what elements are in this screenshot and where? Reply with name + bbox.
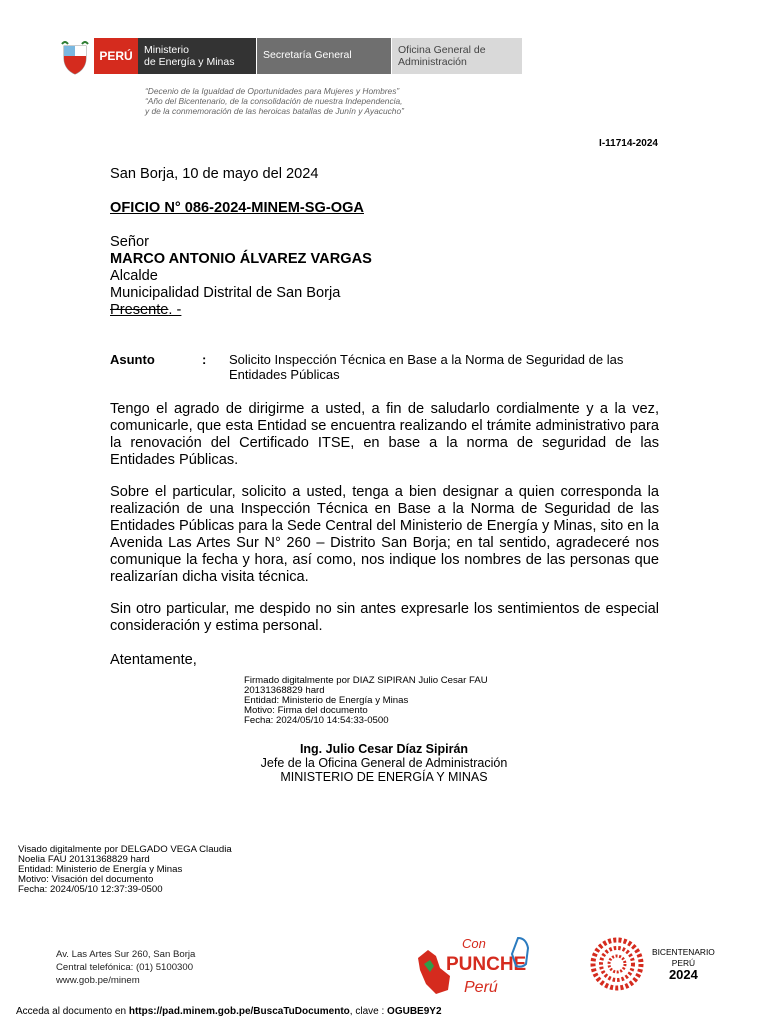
paragraph: Tengo el agrado de dirigirme a usted, a fin de saludarlo cordialmente y a la vez, comunicarle, que esta Entidad se encuentra realizando el trámite administrativo para la renovación del Certificado ITSE, en base a la norma de seguridad de las Entidades Públicas. <box>110 401 659 468</box>
access-key: OGUBE9Y2 <box>387 1006 442 1017</box>
signature-line: Fecha: 2024/05/10 14:54:33-0500 <box>244 715 389 726</box>
access-prefix: Acceda al documento en <box>16 1006 129 1017</box>
presente-suffix: . - <box>168 302 182 318</box>
recipient-position: Alcalde <box>110 268 158 284</box>
punche-line-3: Perú <box>464 979 498 996</box>
paragraph: Sobre el particular, solicito a usted, tenga a bien designar a quien corresponda la realización de una Inspección Técnica en Base a la Norma de Seguridad de las Entidades Públicas para la Sede Central del Ministerio de Energía y Minas, sito en la Avenida Las Artes Sur N° 260 – Distrito San Borja; en tal sentido, agradeceré nos comunique la fecha y hora, así como, nos indique los nombres de las personas que realizarían dicha visita técnica. <box>110 484 659 585</box>
ministry-brand <box>138 38 256 74</box>
oficina-line-2: Administración <box>398 56 467 68</box>
oficina-brand <box>392 38 522 74</box>
recipient-name: MARCO ANTONIO ÁLVAREZ VARGAS <box>110 251 372 267</box>
asunto-colon: : <box>202 352 207 367</box>
signature-line: 20131368829 hard <box>244 685 325 696</box>
footer-web: www.gob.pe/minem <box>56 975 140 986</box>
visado-stamp <box>18 845 298 895</box>
decade-line: y de la conmemoración de las heroicas batallas de Junín y Ayacucho” <box>145 106 404 116</box>
recipient-entity: Municipalidad Distrital de San Borja <box>110 285 341 301</box>
coat-of-arms-icon <box>60 40 90 76</box>
bicentenario-line-1: BICENTENARIO <box>652 947 715 957</box>
punche-line-2: PUNCHE <box>446 954 527 975</box>
oficina-line-1: Oficina General de <box>398 44 486 56</box>
reference-number: I-11714-2024 <box>599 138 658 149</box>
bicentenario-year: 2024 <box>668 967 698 982</box>
presente-word: Presente <box>110 302 169 318</box>
secretaria-brand: Secretaría General <box>257 38 391 74</box>
closing: Atentamente, <box>110 652 197 668</box>
footer-contact <box>56 948 195 987</box>
presente-line <box>110 302 372 319</box>
access-middle: , clave : <box>349 1006 388 1017</box>
access-url-link[interactable]: https://pad.minem.gob.pe/BuscaTuDocumento <box>128 1006 350 1017</box>
con-punche-peru-logo <box>410 930 540 1000</box>
decade-line: “Año del Bicentenario, de la consolidación de nuestra Independencia, <box>145 96 403 106</box>
decade-motto <box>145 86 445 116</box>
signer-block <box>234 742 534 784</box>
signature-line: Motivo: Firma del documento <box>244 705 368 716</box>
recipient-block <box>110 234 372 319</box>
peru-brand: PERÚ <box>94 38 138 74</box>
document-access-line <box>16 1006 442 1017</box>
bicentenario-line-2: PERÚ <box>671 958 696 968</box>
date-line: San Borja, 10 de mayo del 2024 <box>110 166 319 182</box>
signature-line: Firmado digitalmente por DIAZ SIPIRAN Julio Cesar FAU <box>244 675 488 686</box>
visado-line: Fecha: 2024/05/10 12:37:39-0500 <box>18 884 163 895</box>
ministry-line-1: Ministerio <box>144 44 189 56</box>
visado-line: Visado digitalmente por DELGADO VEGA Claudia <box>18 844 232 855</box>
visado-line: Motivo: Visación del documento <box>18 874 154 885</box>
punche-line-1: Con <box>462 936 486 951</box>
asunto-label: Asunto <box>110 352 155 367</box>
signature-line: Entidad: Ministerio de Energía y Minas <box>244 695 409 706</box>
ministry-line-2: de Energía y Minas <box>144 56 235 68</box>
paragraph: Sin otro particular, me despido no sin antes expresarle los sentimientos de especial consideración y estima personal. <box>110 601 659 634</box>
signer-institution: MINISTERIO DE ENERGÍA Y MINAS <box>280 770 488 784</box>
oficio-number: OFICIO N° 086-2024-MINEM-SG-OGA <box>110 200 364 216</box>
asunto-text: Solicito Inspección Técnica en Base a la Norma de Seguridad de las Entidades Públicas <box>229 352 624 382</box>
recipient-salutation: Señor <box>110 234 149 250</box>
visado-line: Noelia FAU 20131368829 hard <box>18 854 150 865</box>
footer-address: Av. Las Artes Sur 260, San Borja <box>56 949 196 960</box>
decade-line: “Decenio de la Igualdad de Oportunidades para Mujeres y Hombres” <box>145 86 400 96</box>
signer-name: Ing. Julio Cesar Díaz Sipirán <box>299 742 469 756</box>
visado-line: Entidad: Ministerio de Energía y Minas <box>18 864 183 875</box>
footer-phone: Central telefónica: (01) 5100300 <box>56 962 194 973</box>
digital-signature-stamp <box>244 676 564 726</box>
bicentenario-text <box>652 947 715 980</box>
signer-title: Jefe de la Oficina General de Administración <box>260 756 508 770</box>
